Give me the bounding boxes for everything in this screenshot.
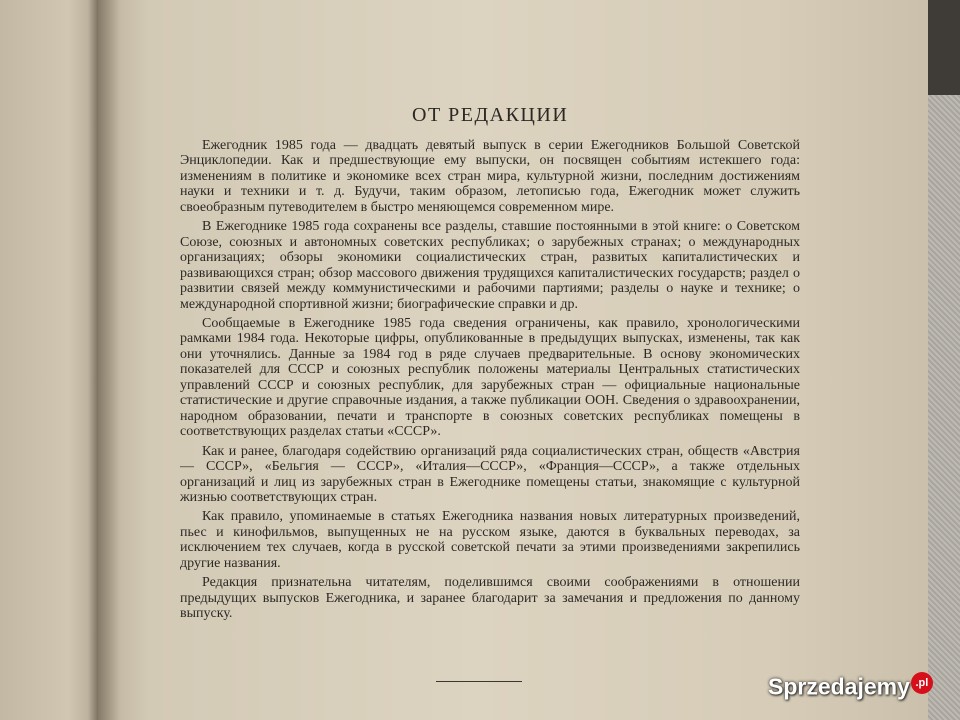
- body-text: [180, 138, 800, 622]
- page-shadow: [98, 0, 120, 720]
- background-dark: [928, 0, 960, 95]
- watermark-tld-badge: .pl: [911, 672, 933, 694]
- watermark-brand: Sprzedajemy: [768, 673, 910, 700]
- book-gutter: [88, 0, 98, 720]
- paragraph-3: Сообщаемые в Ежегоднике 1985 года сведения ограничены, как правило, хронологическими рамками 1984 года. Некоторые цифры, опубликованные в предыдущих выпусках, изменены, так как они уточнялись. Данные за 1984 год в ряде случаев предварительные. В основу экономических показателей для СССР и союзных республик положены материалы Центральных статистических управлений СССР и союзных республик, для зарубежных стран — официальные национальные статистические и другие справочные издания, а также публикации ООН. Сведения о здравоохранении, народном образовании, печати и транспорте в союзных советских республиках помещены в соответствующих разделах статьи «СССР».: [180, 315, 800, 440]
- book-cover-edge: [928, 0, 960, 720]
- paragraph-2: В Ежегоднике 1985 года сохранены все разделы, ставшие постоянными в этой книге: о Советском Союзе, союзных и автономных советских республиках; о зарубежных странах; о международных организациях; обзоры экономики социалистических стран, развитых капиталистических и развивающихся стран; обзор массового движения трудящихся капиталистических государств; раздел о развитии связей между коммунистическими и рабочими партиями; разделы о науке и технике; о международной спортивной жизни; биографические справки и др.: [180, 219, 800, 312]
- paragraph-4: Как и ранее, благодаря содействию организаций ряда социалистических стран, обществ «Австрия — СССР», «Бельгия — СССР», «Италия—СССР», «Франция—СССР», а также отдельных организаций и лиц из зарубежных стран в Ежегоднике помещены статьи, знакомящие с культурной жизнью соответствующих стран.: [180, 443, 800, 505]
- left-page-edge: [0, 0, 98, 720]
- paragraph-1: Ежегодник 1985 года — двадцать девятый выпуск в серии Ежегодников Большой Советской Энциклопедии. Как и предшествующие ему выпуски, он посвящен событиям истекшего года: изменениям в политике и экономике всех стран мира, культурной жизни, последним достижениям науки и техники и т. д. Будучи, таким образом, летописью года, Ежегодник может служить своеобразным путеводителем в быстро меняющемся современном мире.: [180, 138, 800, 215]
- closing-rule: [436, 681, 522, 682]
- paragraph-5: Как правило, упоминаемые в статьях Ежегодника названия новых литературных произведений, пьес и кинофильмов, выпущенных не на русском языке, даются в буквальных переводах, за исключением тех случаев, когда в русской советской печати за этими произведениями закрепились другие названия.: [180, 509, 800, 571]
- watermark-logo: [768, 672, 933, 701]
- page-title: ОТ РЕДАКЦИИ: [412, 104, 569, 126]
- paragraph-6: Редакция признательна читателям, поделившимся своими соображениями в отношении предыдущих выпусков Ежегодника, и заранее благодарит за замечания и предложения по данному выпуску.: [180, 575, 800, 622]
